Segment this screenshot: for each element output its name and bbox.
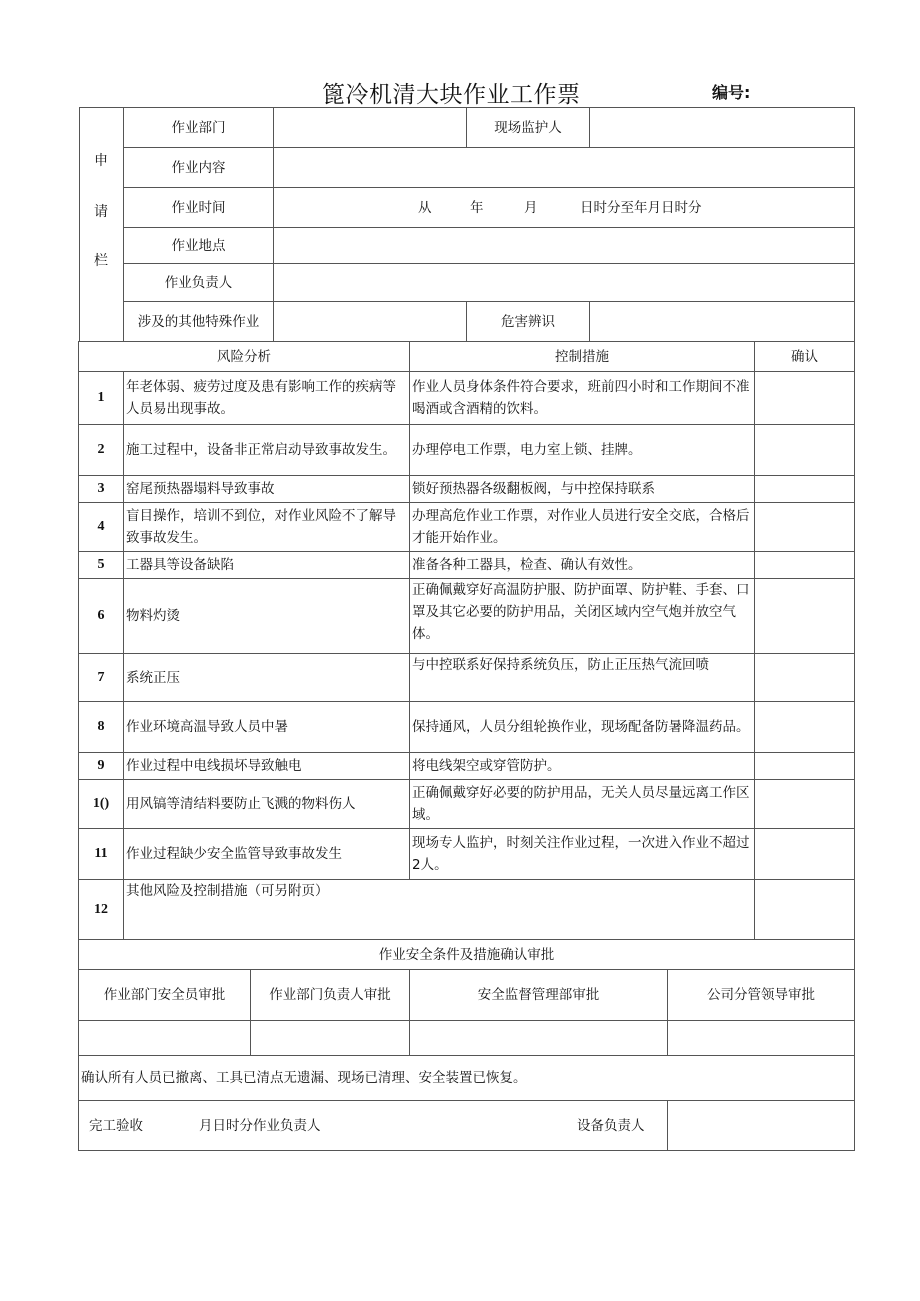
control-measure: 将电线架空或穿管防护。 [409, 752, 755, 780]
document-title: 篦冷机清大块作业工作票 [322, 82, 581, 108]
approval-col: 公司分管领导审批 [667, 969, 855, 1021]
confirm-field[interactable] [754, 578, 855, 654]
time-label: 作业时间 [123, 187, 274, 228]
confirm-field[interactable] [754, 424, 855, 476]
risk-number: 1 [78, 371, 124, 425]
risk-number: 3 [78, 475, 124, 503]
risk-number: 6 [78, 578, 124, 654]
equipment-leader-field[interactable] [667, 1100, 855, 1151]
risk-number: 12 [78, 879, 124, 940]
risk-number: 1() [78, 779, 124, 829]
risk-number: 11 [78, 828, 124, 880]
approval-sign-field[interactable] [250, 1020, 410, 1056]
special-work-label: 涉及的其他特殊作业 [123, 301, 274, 342]
risk-number: 7 [78, 653, 124, 702]
confirm-field[interactable] [754, 551, 855, 579]
confirm-field[interactable] [754, 475, 855, 503]
risk-analysis-header: 风险分析 [78, 341, 410, 372]
risk-description: 工器具等设备缺陷 [123, 551, 410, 579]
completion-row [78, 1100, 668, 1151]
equipment-leader-label: 设备负责人 [577, 1117, 645, 1134]
risk-description: 系统正压 [123, 653, 410, 702]
risk-description: 用风镐等清结料要防止飞溅的物料伤人 [123, 779, 410, 829]
special-work-field[interactable] [273, 301, 467, 342]
application-section-label [79, 107, 124, 341]
content-label: 作业内容 [123, 147, 274, 188]
risk-number: 4 [78, 502, 124, 552]
hazard-label: 危害辨识 [466, 301, 590, 342]
control-measures-header: 控制措施 [409, 341, 755, 372]
risk-description: 作业环境高温导致人员中暑 [123, 701, 410, 753]
completion-date-leader: 月日时分作业负责人 [199, 1117, 321, 1134]
risk-number: 2 [78, 424, 124, 476]
dept-label: 作业部门 [123, 107, 274, 148]
confirm-field[interactable] [754, 653, 855, 702]
risk-number: 8 [78, 701, 124, 753]
content-field[interactable] [273, 147, 855, 188]
hazard-field[interactable] [589, 301, 855, 342]
risk-description: 其他风险及控制措施（可另附页） [123, 879, 755, 940]
confirm-field[interactable] [754, 752, 855, 780]
control-measure: 现场专人监护，时刻关注作业过程，一次进入作业不超过2人。 [409, 828, 755, 880]
location-label: 作业地点 [123, 227, 274, 264]
risk-description: 盲目操作，培训不到位，对作业风险不了解导致事故发生。 [123, 502, 410, 552]
completion-label: 完工验收 [89, 1117, 143, 1134]
control-measure: 正确佩戴穿好高温防护服、防护面罩、防护鞋、手套、口罩及其它必要的防护用品，关闭区域内空气炮并放空气体。 [409, 578, 755, 654]
supervisor-label: 现场监护人 [466, 107, 590, 148]
approval-col: 作业部门安全员审批 [78, 969, 251, 1021]
confirm-field[interactable] [754, 828, 855, 880]
risk-description: 作业过程中电线损坏导致触电 [123, 752, 410, 780]
time-field[interactable] [273, 187, 855, 228]
control-measure: 办理高危作业工作票，对作业人员进行安全交底，合格后才能开始作业。 [409, 502, 755, 552]
time-from: 从 [418, 199, 432, 216]
confirm-field[interactable] [754, 879, 855, 940]
approval-col: 作业部门负责人审批 [250, 969, 410, 1021]
confirm-field[interactable] [754, 701, 855, 753]
risk-description: 窑尾预热器塌料导致事故 [123, 475, 410, 503]
confirm-statement: 确认所有人员已撤离、工具已清点无遗漏、现场已清理、安全装置已恢复。 [78, 1055, 855, 1101]
section-char: 栏 [94, 253, 108, 269]
supervisor-field[interactable] [589, 107, 855, 148]
confirm-field[interactable] [754, 371, 855, 425]
control-measure: 锁好预热器各级翻板阀，与中控保持联系 [409, 475, 755, 503]
dept-field[interactable] [273, 107, 467, 148]
time-rest: 日时分至年月日时分 [580, 199, 702, 216]
risk-description: 作业过程缺少安全监管导致事故发生 [123, 828, 410, 880]
risk-number: 5 [78, 551, 124, 579]
leader-field[interactable] [273, 263, 855, 302]
control-measure: 保持通风，人员分组轮换作业，现场配备防暑降温药品。 [409, 701, 755, 753]
control-measure: 准备各种工器具，检查、确认有效性。 [409, 551, 755, 579]
approval-title: 作业安全条件及措施确认审批 [78, 939, 855, 970]
approval-col: 安全监督管理部审批 [409, 969, 668, 1021]
control-measure: 办理停电工作票，电力室上锁、挂牌。 [409, 424, 755, 476]
section-char: 请 [94, 204, 108, 220]
control-measure: 正确佩戴穿好必要的防护用品，无关人员尽量远离工作区域。 [409, 779, 755, 829]
risk-description: 年老体弱、疲劳过度及患有影响工作的疾病等人员易出现事故。 [123, 371, 410, 425]
approval-sign-field[interactable] [409, 1020, 668, 1056]
approval-sign-field[interactable] [78, 1020, 251, 1056]
confirm-header: 确认 [754, 341, 855, 372]
confirm-field[interactable] [754, 502, 855, 552]
serial-number-label: 编号: [712, 83, 751, 102]
risk-description: 施工过程中，设备非正常启动导致事故发生。 [123, 424, 410, 476]
risk-description: 物料灼烫 [123, 578, 410, 654]
control-measure: 作业人员身体条件符合要求，班前四小时和工作期间不准喝酒或含酒精的饮料。 [409, 371, 755, 425]
leader-label: 作业负责人 [123, 263, 274, 302]
time-year: 年 [470, 199, 484, 216]
time-month: 月 [524, 199, 538, 216]
approval-sign-field[interactable] [667, 1020, 855, 1056]
control-measure: 与中控联系好保持系统负压，防止正压热气流回喷 [409, 653, 755, 702]
section-char: 申 [94, 153, 108, 169]
risk-number: 9 [78, 752, 124, 780]
confirm-field[interactable] [754, 779, 855, 829]
location-field[interactable] [273, 227, 855, 264]
